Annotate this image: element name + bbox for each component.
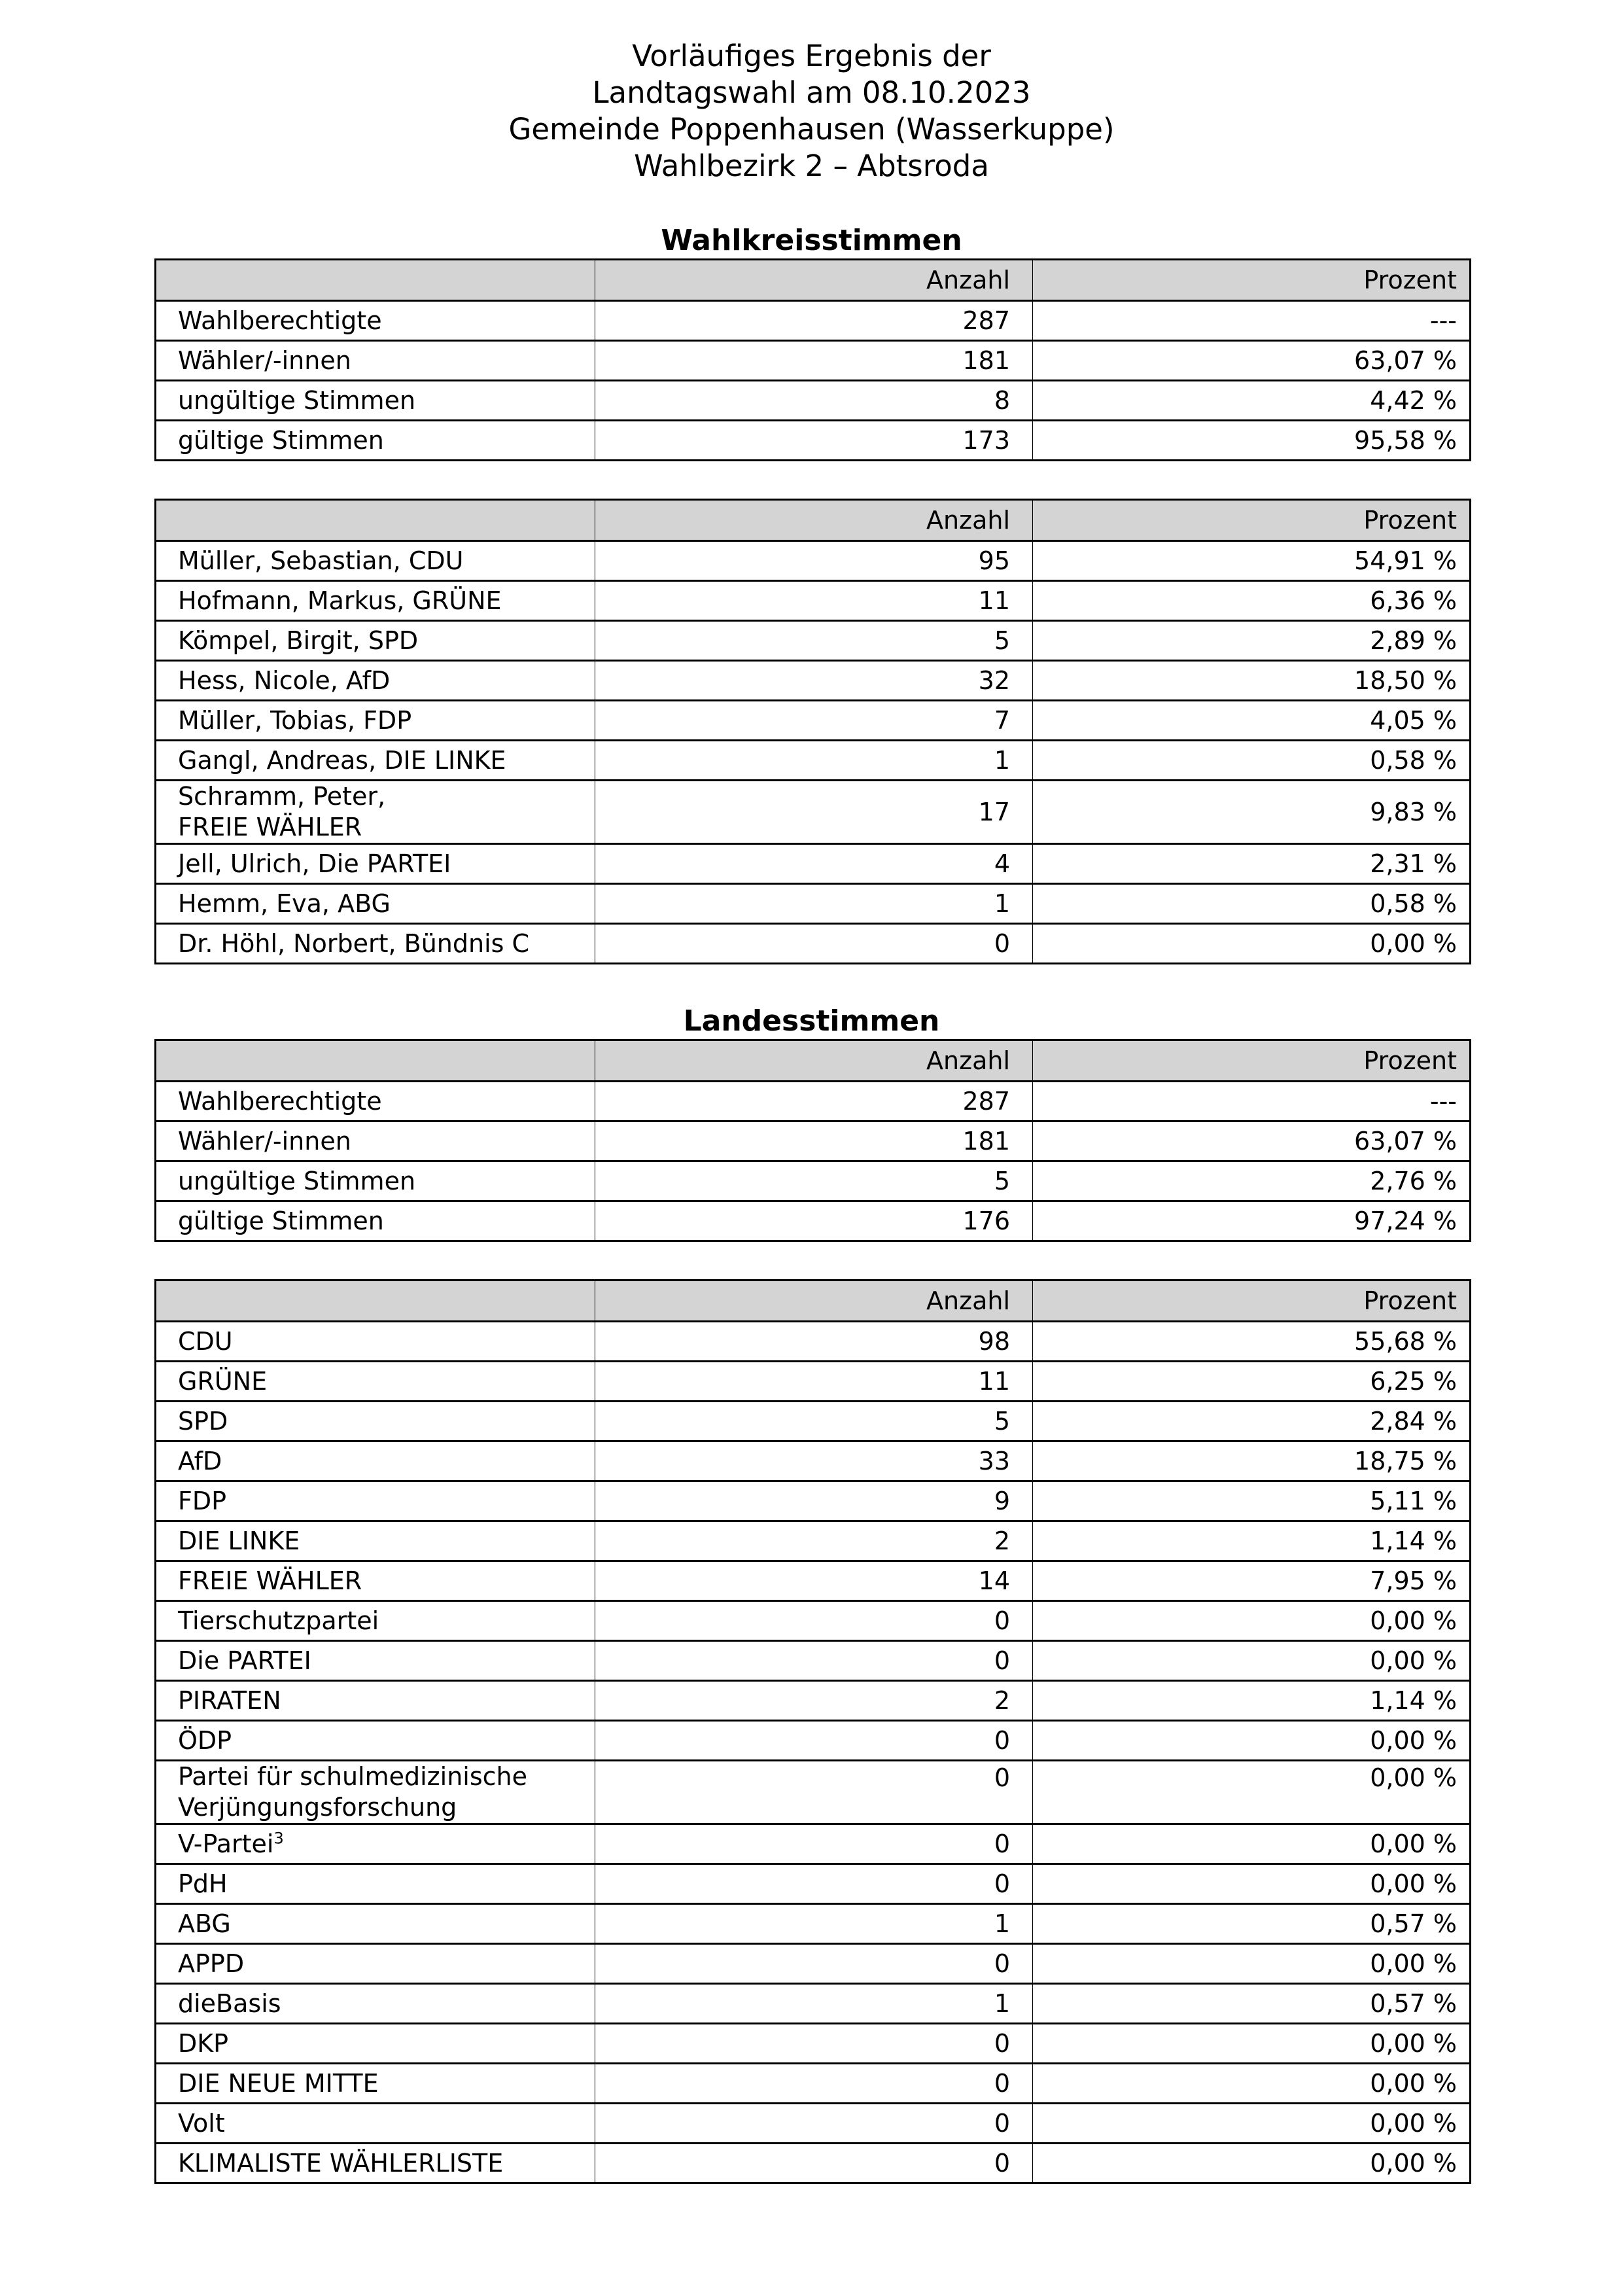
row-count: 0 bbox=[595, 1944, 1033, 1984]
row-count: 33 bbox=[595, 1441, 1033, 1481]
row-percent: 1,14 % bbox=[1033, 1681, 1471, 1721]
row-count: 1 bbox=[595, 1984, 1033, 2024]
footnote-marker: 3 bbox=[273, 1829, 284, 1848]
row-label-text: CDU bbox=[178, 1327, 233, 1356]
row-count: 0 bbox=[595, 1864, 1033, 1904]
table-row bbox=[156, 884, 1471, 924]
row-percent: 0,00 % bbox=[1033, 2144, 1471, 2183]
row-percent: 0,58 % bbox=[1033, 741, 1471, 781]
header-percent: Prozent bbox=[1033, 1040, 1471, 1082]
row-count: 1 bbox=[595, 741, 1033, 781]
row-label bbox=[156, 1824, 595, 1864]
row-label-line: Verjüngungsforschung bbox=[178, 1793, 457, 1822]
row-percent: 0,00 % bbox=[1033, 1641, 1471, 1681]
row-count: 0 bbox=[595, 924, 1033, 964]
row-label bbox=[156, 421, 595, 461]
row-label bbox=[156, 1944, 595, 1984]
header-label-cell bbox=[156, 1040, 595, 1082]
row-percent: 0,57 % bbox=[1033, 1984, 1471, 2024]
table-row bbox=[156, 381, 1471, 421]
table-row bbox=[156, 1201, 1471, 1241]
table-row bbox=[156, 1402, 1471, 1441]
row-percent: 95,58 % bbox=[1033, 421, 1471, 461]
table-row bbox=[156, 1521, 1471, 1561]
row-label-text: Müller, Tobias, FDP bbox=[178, 706, 412, 735]
table-row bbox=[156, 1721, 1471, 1761]
header-label-cell bbox=[156, 1280, 595, 1322]
row-label-text: Müller, Sebastian, CDU bbox=[178, 546, 464, 575]
row-label-text: gültige Stimmen bbox=[178, 1207, 384, 1235]
row-percent: 0,00 % bbox=[1033, 1944, 1471, 1984]
row-label bbox=[156, 1681, 595, 1721]
row-label-text: ungültige Stimmen bbox=[178, 386, 416, 415]
row-label bbox=[156, 2144, 595, 2183]
row-percent: 5,11 % bbox=[1033, 1481, 1471, 1521]
row-count: 181 bbox=[595, 1122, 1033, 1161]
table-row bbox=[156, 2024, 1471, 2064]
table-row bbox=[156, 1161, 1471, 1201]
row-count: 4 bbox=[595, 844, 1033, 884]
row-label bbox=[156, 1984, 595, 2024]
table-header-row bbox=[156, 1280, 1471, 1322]
row-percent: 2,89 % bbox=[1033, 621, 1471, 661]
row-percent: 2,76 % bbox=[1033, 1161, 1471, 1201]
row-label bbox=[156, 1362, 595, 1402]
row-label bbox=[156, 581, 595, 621]
row-label bbox=[156, 1601, 595, 1641]
table-row bbox=[156, 701, 1471, 741]
row-percent: 6,36 % bbox=[1033, 581, 1471, 621]
row-percent: --- bbox=[1033, 301, 1471, 341]
row-percent: 0,00 % bbox=[1033, 1761, 1471, 1824]
row-count: 173 bbox=[595, 421, 1033, 461]
header-percent: Prozent bbox=[1033, 260, 1471, 301]
table-row bbox=[156, 924, 1471, 964]
row-count: 8 bbox=[595, 381, 1033, 421]
row-count: 287 bbox=[595, 1082, 1033, 1122]
row-label bbox=[156, 1122, 595, 1161]
row-label-text: SPD bbox=[178, 1407, 228, 1436]
row-label bbox=[156, 301, 595, 341]
row-percent: 0,00 % bbox=[1033, 1824, 1471, 1864]
row-label-text: Gangl, Andreas, DIE LINKE bbox=[178, 746, 506, 775]
row-label-text: Hess, Nicole, AfD bbox=[178, 666, 391, 695]
header-percent: Prozent bbox=[1033, 500, 1471, 541]
row-label bbox=[156, 924, 595, 964]
table-row bbox=[156, 1824, 1471, 1864]
row-count: 0 bbox=[595, 2144, 1033, 2183]
section-heading-landesstimmen: Landesstimmen bbox=[683, 1004, 940, 1038]
row-percent: 0,00 % bbox=[1033, 2024, 1471, 2064]
row-percent: 0,00 % bbox=[1033, 2104, 1471, 2144]
row-label-text: FDP bbox=[178, 1487, 227, 1515]
row-percent: 0,58 % bbox=[1033, 884, 1471, 924]
row-label-text: Wahlberechtigte bbox=[178, 306, 382, 335]
row-label bbox=[156, 381, 595, 421]
row-label bbox=[156, 741, 595, 781]
row-label bbox=[156, 884, 595, 924]
row-count: 0 bbox=[595, 2064, 1033, 2104]
row-percent: 7,95 % bbox=[1033, 1561, 1471, 1601]
row-label-text: PIRATEN bbox=[178, 1686, 281, 1715]
row-count: 2 bbox=[595, 1521, 1033, 1561]
row-label-text: ungültige Stimmen bbox=[178, 1167, 416, 1195]
row-label-text: FREIE WÄHLER bbox=[178, 1566, 362, 1595]
row-label bbox=[156, 1082, 595, 1122]
table-row bbox=[156, 1441, 1471, 1481]
row-label bbox=[156, 844, 595, 884]
table-header-row bbox=[156, 260, 1471, 301]
row-count: 11 bbox=[595, 581, 1033, 621]
row-label bbox=[156, 1402, 595, 1441]
row-count: 2 bbox=[595, 1681, 1033, 1721]
row-percent: 18,75 % bbox=[1033, 1441, 1471, 1481]
header-count: Anzahl bbox=[595, 1280, 1033, 1322]
row-label-text: Die PARTEI bbox=[178, 1646, 311, 1675]
row-percent: 2,84 % bbox=[1033, 1402, 1471, 1441]
row-label bbox=[156, 701, 595, 741]
row-label-text: DKP bbox=[178, 2029, 229, 2058]
header-label-cell bbox=[156, 260, 595, 301]
row-percent: 1,14 % bbox=[1033, 1521, 1471, 1561]
row-percent: --- bbox=[1033, 1082, 1471, 1122]
row-label bbox=[156, 1161, 595, 1201]
row-count: 5 bbox=[595, 1161, 1033, 1201]
row-label bbox=[156, 541, 595, 581]
row-label-text: DIE LINKE bbox=[178, 1527, 300, 1555]
table-row bbox=[156, 1864, 1471, 1904]
row-count: 176 bbox=[595, 1201, 1033, 1241]
table-row bbox=[156, 1984, 1471, 2024]
table-row bbox=[156, 661, 1471, 701]
row-label bbox=[156, 1761, 595, 1824]
header-count: Anzahl bbox=[595, 260, 1033, 301]
row-percent: 0,57 % bbox=[1033, 1904, 1471, 1944]
table-row bbox=[156, 2104, 1471, 2144]
row-count: 0 bbox=[595, 1761, 1033, 1824]
row-count: 11 bbox=[595, 1362, 1033, 1402]
table-row bbox=[156, 1561, 1471, 1601]
landes-stats-table bbox=[154, 1039, 1471, 1242]
row-percent: 2,31 % bbox=[1033, 844, 1471, 884]
table-row bbox=[156, 1122, 1471, 1161]
title-line: Vorläufiges Ergebnis der bbox=[632, 39, 991, 73]
row-count: 9 bbox=[595, 1481, 1033, 1521]
row-label bbox=[156, 1904, 595, 1944]
row-count: 14 bbox=[595, 1561, 1033, 1601]
row-label-text: Tierschutzpartei bbox=[178, 1606, 379, 1635]
row-label-text: Volt bbox=[178, 2109, 225, 2138]
row-percent: 0,00 % bbox=[1033, 1601, 1471, 1641]
row-count: 0 bbox=[595, 2024, 1033, 2064]
row-count: 287 bbox=[595, 301, 1033, 341]
row-percent: 63,07 % bbox=[1033, 1122, 1471, 1161]
row-percent: 4,42 % bbox=[1033, 381, 1471, 421]
row-label bbox=[156, 1441, 595, 1481]
row-count: 0 bbox=[595, 1641, 1033, 1681]
row-label-text: Dr. Höhl, Norbert, Bündnis C bbox=[178, 929, 530, 958]
wahlkreis-stats-table bbox=[154, 258, 1471, 461]
row-label bbox=[156, 1561, 595, 1601]
table-row bbox=[156, 541, 1471, 581]
row-count: 17 bbox=[595, 781, 1033, 844]
row-label-text: Kömpel, Birgit, SPD bbox=[178, 626, 419, 655]
row-label-line: Schramm, Peter, bbox=[178, 782, 386, 811]
wahlkreis-candidates-table bbox=[154, 499, 1471, 964]
row-percent: 0,00 % bbox=[1033, 2064, 1471, 2104]
table-row bbox=[156, 1944, 1471, 1984]
row-label-text: ÖDP bbox=[178, 1726, 232, 1755]
row-count: 5 bbox=[595, 621, 1033, 661]
row-percent: 4,05 % bbox=[1033, 701, 1471, 741]
table-row bbox=[156, 2144, 1471, 2183]
title-line: Wahlbezirk 2 – Abtsroda bbox=[634, 149, 989, 183]
row-label-text: Hemm, Eva, ABG bbox=[178, 889, 391, 918]
row-label-text: Hofmann, Markus, GRÜNE bbox=[178, 586, 502, 615]
row-label-text: PdH bbox=[178, 1869, 228, 1898]
row-percent: 0,00 % bbox=[1033, 924, 1471, 964]
row-count: 5 bbox=[595, 1402, 1033, 1441]
title-line: Landtagswahl am 08.10.2023 bbox=[592, 75, 1031, 110]
row-label bbox=[156, 2024, 595, 2064]
row-label-text: APPD bbox=[178, 1949, 245, 1978]
table-row bbox=[156, 621, 1471, 661]
table-row bbox=[156, 781, 1471, 844]
table-row bbox=[156, 1601, 1471, 1641]
row-label-text: Jell, Ulrich, Die PARTEI bbox=[178, 849, 451, 878]
row-count: 0 bbox=[595, 1824, 1033, 1864]
row-percent: 6,25 % bbox=[1033, 1362, 1471, 1402]
table-row bbox=[156, 741, 1471, 781]
row-percent: 9,83 % bbox=[1033, 781, 1471, 844]
row-label bbox=[156, 2104, 595, 2144]
row-label bbox=[156, 1721, 595, 1761]
header-label-cell bbox=[156, 500, 595, 541]
table-row bbox=[156, 844, 1471, 884]
row-count: 0 bbox=[595, 1601, 1033, 1641]
row-count: 7 bbox=[595, 701, 1033, 741]
row-count: 1 bbox=[595, 1904, 1033, 1944]
table-header-row bbox=[156, 1040, 1471, 1082]
row-label bbox=[156, 621, 595, 661]
table-row bbox=[156, 1322, 1471, 1362]
row-label-text: KLIMALISTE WÄHLERLISTE bbox=[178, 2149, 504, 2178]
row-label bbox=[156, 661, 595, 701]
row-percent: 0,00 % bbox=[1033, 1721, 1471, 1761]
table-row bbox=[156, 1362, 1471, 1402]
row-label bbox=[156, 1521, 595, 1561]
header-count: Anzahl bbox=[595, 500, 1033, 541]
table-row bbox=[156, 421, 1471, 461]
row-label bbox=[156, 1864, 595, 1904]
header-percent: Prozent bbox=[1033, 1280, 1471, 1322]
table-row bbox=[156, 1761, 1471, 1824]
row-label-text: Wähler/-innen bbox=[178, 1127, 351, 1156]
row-label-line: FREIE WÄHLER bbox=[178, 813, 362, 841]
row-label-text: dieBasis bbox=[178, 1989, 281, 2018]
table-row bbox=[156, 2064, 1471, 2104]
row-percent: 18,50 % bbox=[1033, 661, 1471, 701]
row-label-text: AfD bbox=[178, 1447, 222, 1475]
row-label-text: ABG bbox=[178, 1909, 231, 1938]
row-label-line: Partei für schulmedizinische bbox=[178, 1762, 527, 1791]
table-row bbox=[156, 1641, 1471, 1681]
table-header-row bbox=[156, 500, 1471, 541]
row-percent: 54,91 % bbox=[1033, 541, 1471, 581]
document-title bbox=[0, 38, 1623, 185]
landes-parties-table bbox=[154, 1279, 1471, 2184]
row-label-text: V-Partei bbox=[178, 1829, 274, 1858]
row-percent: 97,24 % bbox=[1033, 1201, 1471, 1241]
row-percent: 55,68 % bbox=[1033, 1322, 1471, 1362]
row-label bbox=[156, 1201, 595, 1241]
table-row bbox=[156, 1681, 1471, 1721]
row-count: 1 bbox=[595, 884, 1033, 924]
table-row bbox=[156, 341, 1471, 381]
row-label bbox=[156, 781, 595, 844]
row-label bbox=[156, 1481, 595, 1521]
title-line: Gemeinde Poppenhausen (Wasserkuppe) bbox=[508, 112, 1115, 147]
header-count: Anzahl bbox=[595, 1040, 1033, 1082]
row-label bbox=[156, 2064, 595, 2104]
table-row bbox=[156, 1904, 1471, 1944]
row-count: 181 bbox=[595, 341, 1033, 381]
row-label-text: DIE NEUE MITTE bbox=[178, 2069, 379, 2098]
table-row bbox=[156, 301, 1471, 341]
table-row bbox=[156, 1082, 1471, 1122]
row-count: 32 bbox=[595, 661, 1033, 701]
table-row bbox=[156, 581, 1471, 621]
row-percent: 0,00 % bbox=[1033, 1864, 1471, 1904]
row-label-text: gültige Stimmen bbox=[178, 426, 384, 455]
row-label-text: GRÜNE bbox=[178, 1367, 268, 1396]
row-label bbox=[156, 341, 595, 381]
section-heading-wahlkreisstimmen: Wahlkreisstimmen bbox=[661, 224, 962, 257]
row-label-text: Wähler/-innen bbox=[178, 346, 351, 375]
row-label-text: Wahlberechtigte bbox=[178, 1087, 382, 1116]
row-count: 0 bbox=[595, 2104, 1033, 2144]
row-percent: 63,07 % bbox=[1033, 341, 1471, 381]
row-count: 95 bbox=[595, 541, 1033, 581]
row-count: 98 bbox=[595, 1322, 1033, 1362]
row-count: 0 bbox=[595, 1721, 1033, 1761]
table-row bbox=[156, 1481, 1471, 1521]
row-label bbox=[156, 1641, 595, 1681]
row-label bbox=[156, 1322, 595, 1362]
